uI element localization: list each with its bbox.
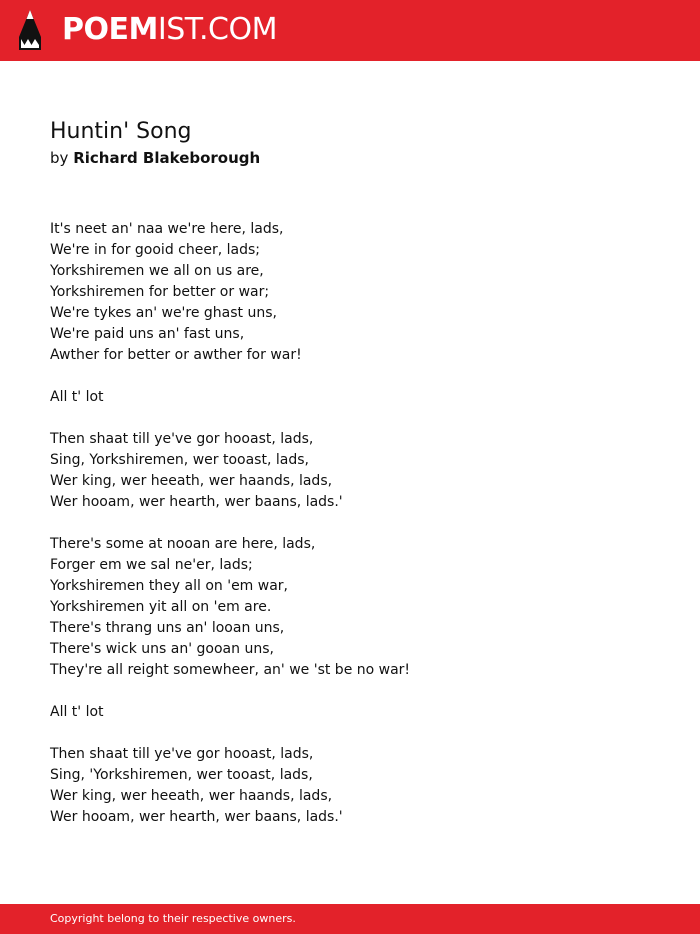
poem-line: Yorkshiremen we all on us are, xyxy=(50,263,264,279)
poem-line: All t' lot xyxy=(50,389,104,405)
poem-line: They're all reight somewheer, an' we 'st be no war! xyxy=(50,662,411,678)
poem-line: Then shaat till ye've gor hooast, lads, xyxy=(50,746,314,762)
copyright-text: Copyright belong to their respective owners. xyxy=(50,912,296,925)
by-label: by xyxy=(50,149,69,167)
poem-line: Yorkshiremen they all on 'em war, xyxy=(50,578,289,594)
poem-line: All t' lot xyxy=(50,704,104,720)
poem-line: It's neet an' naa we're here, lads, xyxy=(50,221,284,237)
poem-heading xyxy=(50,118,260,169)
poem-body xyxy=(50,219,410,828)
site-footer xyxy=(0,904,700,934)
poem-line: Wer hooam, wer hearth, wer baans, lads.' xyxy=(50,809,343,825)
poem-line: We're in for gooid cheer, lads; xyxy=(50,242,260,258)
poem-line: Wer king, wer heeath, wer haands, lads, xyxy=(50,788,333,804)
stanza-break xyxy=(50,723,410,744)
poem-line: Forger em we sal ne'er, lads; xyxy=(50,557,253,573)
stanza-break xyxy=(50,681,410,702)
site-header xyxy=(0,0,700,61)
poem-line: There's some at nooan are here, lads, xyxy=(50,536,316,552)
poem-line: Sing, Yorkshiremen, wer tooast, lads, xyxy=(50,452,309,468)
poem-line: Wer king, wer heeath, wer haands, lads, xyxy=(50,473,333,489)
poem-line: There's wick uns an' gooan uns, xyxy=(50,641,274,657)
logo-light-text: IST.COM xyxy=(157,12,277,47)
stanza-break xyxy=(50,408,410,429)
poem-line: We're tykes an' we're ghast uns, xyxy=(50,305,277,321)
poem-title: Huntin' Song xyxy=(50,119,192,144)
logo-bold-text: POEM xyxy=(62,12,158,47)
stanza-break xyxy=(50,366,410,387)
stanza-break xyxy=(50,513,410,534)
pencil-tip-icon[interactable] xyxy=(18,9,42,51)
poem-line: We're paid uns an' fast uns, xyxy=(50,326,245,342)
poem-line: Yorkshiremen yit all on 'em are. xyxy=(50,599,272,615)
poem-line: Wer hooam, wer hearth, wer baans, lads.' xyxy=(50,494,343,510)
poem-line: Sing, 'Yorkshiremen, wer tooast, lads, xyxy=(50,767,313,783)
poem-line: Yorkshiremen for better or war; xyxy=(50,284,270,300)
poem-line: Then shaat till ye've gor hooast, lads, xyxy=(50,431,314,447)
poem-line: Awther for better or awther for war! xyxy=(50,347,302,363)
poem-line: There's thrang uns an' looan uns, xyxy=(50,620,285,636)
byline xyxy=(50,147,260,169)
author-name: Richard Blakeborough xyxy=(73,149,261,167)
site-logo[interactable] xyxy=(62,13,277,47)
